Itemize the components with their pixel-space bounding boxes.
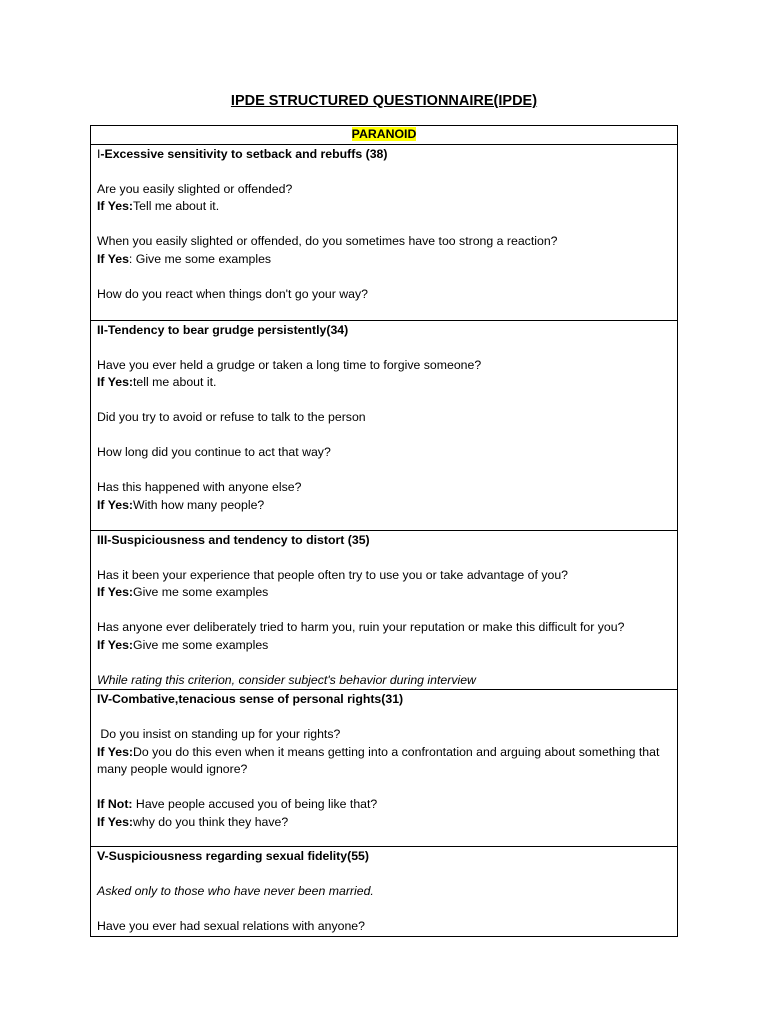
section-4-heading: IV-Combative,tenacious sense of personal rights(31) bbox=[97, 692, 404, 706]
followup: If Yes:With how many people? bbox=[97, 497, 265, 512]
category-label: PARANOID bbox=[351, 127, 417, 141]
document-title: IPDE STRUCTURED QUESTIONNAIRE(IPDE) bbox=[230, 93, 538, 109]
questionnaire-table bbox=[90, 125, 678, 937]
instruction-note: Asked only to those who have never been married. bbox=[97, 884, 374, 898]
section-5 bbox=[91, 847, 678, 937]
section-3 bbox=[91, 530, 678, 690]
question: Have you ever held a grudge or taken a long time to forgive someone? bbox=[97, 357, 482, 372]
section-2-heading: II-Tendency to bear grudge persistently(34) bbox=[97, 322, 349, 337]
followup: If Yes:Tell me about it. bbox=[97, 199, 220, 213]
section-4 bbox=[91, 690, 678, 847]
rating-note: While rating this criterion, consider subject's behavior during interview bbox=[97, 672, 476, 687]
question: How long did you continue to act that way? bbox=[97, 445, 331, 459]
followup: If Yes:why do you think they have? bbox=[97, 814, 289, 829]
question: Have you ever had sexual relations with anyone? bbox=[97, 919, 365, 933]
question: Did you try to avoid or refuse to talk to the person bbox=[97, 410, 366, 424]
question: Do you insist on standing up for your rights? bbox=[97, 727, 341, 741]
question: Has this happened with anyone else? bbox=[97, 480, 302, 494]
followup: If Yes: Give me some examples bbox=[97, 251, 272, 266]
section-1-heading: I-Excessive sensitivity to setback and rebuffs (38) bbox=[97, 146, 388, 161]
section-5-heading: V-Suspiciousness regarding sexual fidelity(55) bbox=[97, 849, 369, 863]
question: Has it been your experience that people often try to use you or take advantage of you? bbox=[97, 567, 569, 582]
question: Has anyone ever deliberately tried to harm you, ruin your reputation or make this difficult for you? bbox=[97, 620, 625, 634]
followup: If Yes:Give me some examples bbox=[97, 585, 269, 599]
followup: If Yes:Give me some examples bbox=[97, 637, 269, 652]
followup: If Not: Have people accused you of being like that? bbox=[97, 797, 378, 811]
section-2 bbox=[91, 320, 678, 530]
question: When you easily slighted or offended, do you sometimes have too strong a reaction? bbox=[97, 234, 558, 248]
section-1 bbox=[91, 144, 678, 320]
category-header bbox=[91, 126, 678, 145]
followup: If Yes:Do you do this even when it means getting into a confrontation and arguing about something that many people would ignore? bbox=[97, 744, 660, 776]
question: How do you react when things don't go your way? bbox=[97, 286, 368, 301]
section-3-heading: III-Suspiciousness and tendency to distort (35) bbox=[97, 532, 370, 547]
followup: If Yes:tell me about it. bbox=[97, 375, 217, 389]
question: Are you easily slighted or offended? bbox=[97, 181, 293, 196]
